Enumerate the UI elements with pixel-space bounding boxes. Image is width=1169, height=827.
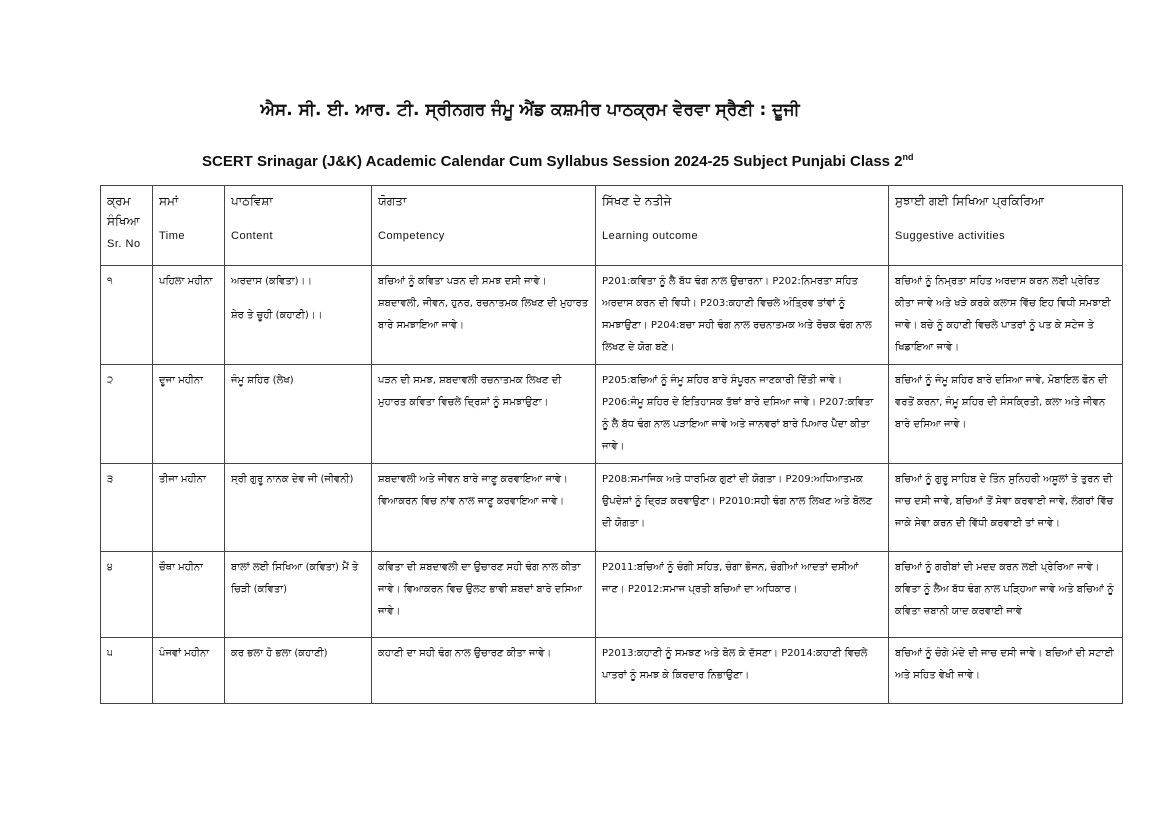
cell-time: ਪੰਜਵਾਂ ਮਹੀਨਾ	[153, 638, 225, 704]
cell-sr-no: ੨	[101, 365, 153, 464]
cell-activities: ਬਚਿਆਂ ਨੂੰ ਚੰਗੇ ਮੰਦੇ ਦੀ ਜਾਚ ਦਸੀ ਜਾਵੇ। ਬਚਿਆਂ ਦੀ ਸਟਾਈ ਅਤੇ ਸਹਿਤ ਵੇਖੀ ਜਾਵੇ।	[889, 638, 1123, 704]
content-line-2: ਸ਼ੇਰ ਤੇ ਚੂਹੀ (ਕਹਾਣੀ)।।	[231, 310, 323, 321]
header-competency-english: Competency	[378, 230, 445, 242]
title-english-superscript: nd	[902, 152, 914, 162]
header-suggestive-activities	[889, 186, 1123, 266]
cell-learning-outcome: P2011:ਬਚਿਆਂ ਨੂੰ ਚੰਗੀ ਸਹਿਤ, ਚੰਗਾ ਭੋਜਨ, ਚੰਗੀਆਂ ਆਦਤਾਂ ਦਸੀਆਂ ਜਾਣ। P2012:ਸਮਾਜ ਪ੍ਰਤੀ ਬਚਿਆਂ ਦਾ ਅਧਿਕਾਰ।	[596, 552, 889, 638]
cell-content: ਬਾਲਾਂ ਲਈ ਸਿਖਿਆ (ਕਵਿਤਾ) ਮੈਂ ਤੇ ਚਿੜੀ (ਕਵਿਤਾ)	[225, 552, 372, 638]
cell-learning-outcome: P201:ਕਵਿਤਾ ਨੂੰ ਲੈ ਬੱਧ ਢੰਗ ਨਾਲ ਉਚਾਰਨਾ। P202:ਨਿਮਰਤਾ ਸਹਿਤ ਅਰਦਾਸ ਕਰਨ ਦੀ ਵਿਧੀ। P203:ਕਹਾਣੀ ਵਿਚਲੇ ਅੰਤ੍ਰਿਵ ਤਾਂਵਾਂ ਨੂੰ ਸਮਝਾਉਣਾ। P204:ਬਚਾ ਸਹੀ ਢੰਗ ਨਾਲ ਰਚਨਾਤਮਕ ਅਤੇ ਰੋਚਕ ਢੰਗ ਨਾਲ ਲਿਖਣ ਦੇ ਯੋਗ ਬਣੇ।	[596, 266, 889, 365]
syllabus-table	[100, 185, 1123, 704]
cell-content: ਜੰਮੂ ਸ਼ਹਿਰ (ਲੇਖ)	[225, 365, 372, 464]
header-content-punjabi: ਪਾਠਵਿਸ਼ਾ	[231, 194, 273, 208]
header-time-punjabi: ਸਮਾਂ	[159, 194, 179, 208]
cell-sr-no: ੩	[101, 464, 153, 552]
table-row	[101, 266, 1123, 365]
table-header-row	[101, 186, 1123, 266]
cell-sr-no: ੫	[101, 638, 153, 704]
table-row	[101, 365, 1123, 464]
cell-competency: ਕਵਿਤਾ ਦੀ ਸ਼ਬਦਾਵਲੀ ਦਾ ਉਚਾਰਣ ਸਹੀ ਢੰਗ ਨਾਲ ਕੀਤਾ ਜਾਵੇ। ਵਿਆਕਰਨ ਵਿਚ ਉਲਟ ਭਾਵੀ ਸ਼ਬਦਾਂ ਬਾਰੇ ਦਸਿਆ ਜਾਵੇ।	[372, 552, 596, 638]
header-time-english: Time	[159, 230, 186, 242]
header-sr-english: Sr. No	[107, 238, 141, 250]
header-competency-punjabi: ਯੋਗਤਾ	[378, 194, 407, 208]
table-row	[101, 464, 1123, 552]
cell-competency: ਬਚਿਆਂ ਨੂੰ ਕਵਿਤਾ ਪੜਨ ਦੀ ਸਮਝ ਦਸੀ ਜਾਵੇ। ਸ਼ਬਦਾਵਲੀ, ਜੀਵਨ, ਹੁਨਰ, ਰਚਨਾਤਮਕ ਲਿਖਣ ਦੀ ਮੁਹਾਰਤ ਬਾਰੇ ਸਮਝਾਇਆ ਜਾਵੇ।	[372, 266, 596, 365]
content-line: ਅਰਦਾਸ (ਕਵਿਤਾ)।।	[231, 276, 312, 287]
header-content-english: Content	[231, 230, 274, 242]
header-activities-punjabi: ਸੁਝਾਈ ਗਈ ਸਿਖਿਆ ਪ੍ਰਕਿਰਿਆ	[895, 194, 1045, 208]
cell-competency: ਸ਼ਬਦਾਵਲੀ ਅਤੇ ਜੀਵਨ ਬਾਰੇ ਜਾਣੂ ਕਰਵਾਇਆ ਜਾਵੇ। ਵਿਆਕਰਨ ਵਿਚ ਨਾਂਵ ਨਾਲ ਜਾਣੂ ਕਰਵਾਇਆ ਜਾਵੇ।	[372, 464, 596, 552]
cell-sr-no: ੧	[101, 266, 153, 365]
cell-learning-outcome: P205:ਬਚਿਆਂ ਨੂੰ ਜੰਮੂ ਸ਼ਹਿਰ ਬਾਰੇ ਸੰਪੂਰਨ ਜਾਣਕਾਰੀ ਦਿੱਤੀ ਜਾਵੇ। P206:ਜੰਮੂ ਸ਼ਹਿਰ ਦੇ ਇਤਿਹਾਸਕ ਤੱਥਾਂ ਬਾਰੇ ਦਸਿਆ ਜਾਵੇ। P207:ਕਵਿਤਾ ਨੂੰ ਲੈ ਬੱਧ ਢੰਗ ਨਾਲ ਪੜਾਇਆ ਜਾਵੇ ਅਤੇ ਜਾਨਵਰਾਂ ਬਾਰੇ ਪਿਆਰ ਪੈਦਾ ਕੀਤਾ ਜਾਵੇ।	[596, 365, 889, 464]
cell-time: ਦੂਜਾ ਮਹੀਨਾ	[153, 365, 225, 464]
cell-sr-no: ੪	[101, 552, 153, 638]
cell-activities: ਬਚਿਆਂ ਨੂੰ ਨਿਮ੍ਰਤਾ ਸਹਿਤ ਅਰਦਾਸ ਕਰਨ ਲਈ ਪ੍ਰੇਰਿਤ ਕੀਤਾ ਜਾਵੇ ਅਤੇ ਖੜੇ ਕਰਕੇ ਕਲਾਸ ਵਿੱਚ ਇਹ ਵਿਧੀ ਸਮਝਾਈ ਜਾਵੇ। ਬਚੇ ਨੂੰ ਕਹਾਣੀ ਵਿਚਲੇ ਪਾਤਰਾਂ ਨੂੰ ਪਤ ਕੇ ਸਟੇਜ ਤੇ ਖਿਡਾਇਆ ਜਾਵੇ।	[889, 266, 1123, 365]
header-sr-no	[101, 186, 153, 266]
table-row	[101, 552, 1123, 638]
document-title-english	[202, 152, 914, 170]
cell-competency: ਕਹਾਣੀ ਦਾ ਸਹੀ ਢੰਗ ਨਾਲ ਉਚਾਰਣ ਕੀਤਾ ਜਾਵੇ।	[372, 638, 596, 704]
document-title-punjabi: ਐਸ. ਸੀ. ਈ. ਆਰ. ਟੀ. ਸ੍ਰੀਨਗਰ ਜੰਮੂ ਐਂਡ ਕਸ਼ਮੀਰ ਪਾਠਕ੍ਰਮ ਵੇਰਵਾ ਸ੍ਰੈਣੀ : ਦੂਜੀ	[260, 100, 800, 120]
cell-time: ਤੀਜਾ ਮਹੀਨਾ	[153, 464, 225, 552]
cell-learning-outcome: P2013:ਕਹਾਣੀ ਨੂੰ ਸਮਝਣ ਅਤੇ ਬੋਲ ਕੇ ਦੱਸਣਾ। P2014:ਕਹਾਣੀ ਵਿਚਲੇ ਪਾਤਰਾਂ ਨੂੰ ਸਮਝ ਕੇ ਕਿਰਦਾਰ ਨਿਭਾਉਣਾ।	[596, 638, 889, 704]
table-row	[101, 638, 1123, 704]
header-outcome-english: Learning outcome	[602, 230, 699, 242]
cell-content	[225, 266, 372, 365]
cell-content: ਸ੍ਰੀ ਗੁਰੂ ਨਾਨਕ ਦੇਵ ਜੀ (ਜੀਵਨੀ)	[225, 464, 372, 552]
cell-competency: ਪੜਨ ਦੀ ਸਮਝ, ਸ਼ਬਦਾਵਲੀ ਰਚਨਾਤਮਕ ਲਿਖਣ ਦੀ ਮੁਹਾਰਤ ਕਵਿਤਾ ਵਿਚਲੇ ਦ੍ਰਿਸ਼ਾਂ ਨੂੰ ਸਮਝਾਉਣਾ।	[372, 365, 596, 464]
title-english-text: SCERT Srinagar (J&K) Academic Calendar Cum Syllabus Session 2024-25 Subject Punjabi Class 2	[202, 153, 903, 170]
cell-time: ਪਹਿਲਾ ਮਹੀਨਾ	[153, 266, 225, 365]
cell-activities: ਬਚਿਆਂ ਨੂੰ ਗਰੀਬਾਂ ਦੀ ਮਦਦ ਕਰਨ ਲਈ ਪ੍ਰੇਰਿਆ ਜਾਵੇ।ਕਵਿਤਾ ਨੂੰ ਲੈਅ ਬੱਧ ਢੰਗ ਨਾਲ ਪੜ੍ਹਿਆ ਜਾਵੇ ਅਤੇ ਬਚਿਆਂ ਨੂੰ ਕਵਿਤਾ ਜ਼ਬਾਨੀ ਯਾਦ ਕਰਵਾਈ ਜਾਵੇ	[889, 552, 1123, 638]
header-time	[153, 186, 225, 266]
cell-time: ਚੌਥਾ ਮਹੀਨਾ	[153, 552, 225, 638]
header-outcome-punjabi: ਸਿੱਖਣ ਦੇ ਨਤੀਜੇ	[602, 194, 672, 208]
header-competency	[372, 186, 596, 266]
header-learning-outcome	[596, 186, 889, 266]
cell-activities: ਬਚਿਆਂ ਨੂੰ ਗੁਰੂ ਸਾਹਿਬ ਦੇ ਤਿੰਨ ਸੁਨਿਹਰੀ ਅਸੂਲਾਂ ਤੇ ਤੁਰਨ ਦੀ ਜਾਚ ਦਸੀ ਜਾਵੇ, ਬਚਿਆਂ ਤੋਂ ਸੇਵਾ ਕਰਵਾਈ ਜਾਵੇ, ਲੰਗਰਾਂ ਵਿੱਚ ਜਾਕੇ ਸੇਵਾ ਕਰਨ ਦੀ ਵਿੱਧੀ ਕਰਵਾਈ ਤਾਂ ਜਾਵੇ।	[889, 464, 1123, 552]
header-sr-punjabi: ਕ੍ਰਮ ਸੰਖਿਆ	[107, 194, 140, 228]
header-activities-english: Suggestive activities	[895, 230, 1006, 242]
cell-learning-outcome: P208:ਸਮਾਜਿਕ ਅਤੇ ਧਾਰਮਿਕ ਗੁਣਾਂ ਦੀ ਯੋਗਤਾ। P209:ਅਧਿਆਤਮਕ ਉਪਦੇਸ਼ਾਂ ਨੂੰ ਦ੍ਰਿੜ ਕਰਵਾਉਣਾ। P2010:ਸਹੀ ਢੰਗ ਨਾਲ ਲਿਖਣ ਅਤੇ ਬੋਲਣ ਦੀ ਯੋਗਤਾ।	[596, 464, 889, 552]
cell-activities: ਬਚਿਆਂ ਨੂੰ ਜੰਮੂ ਸ਼ਹਿਰ ਬਾਰੇ ਦਸਿਆ ਜਾਵੇ, ਮੋਬਾਇਲ ਫੋਨ ਦੀ ਵਰਤੋਂ ਕਰਨਾ, ਜੰਮੂ ਸ਼ਹਿਰ ਦੀ ਸੰਸਕ੍ਰਿਤੀ, ਕਲਾ ਅਤੇ ਜੀਵਨ ਬਾਰੇ ਦਸਿਆ ਜਾਵੇ।	[889, 365, 1123, 464]
header-content	[225, 186, 372, 266]
cell-content: ਕਰ ਭਲਾ ਹੋ ਭਲਾ (ਕਹਾਣੀ)	[225, 638, 372, 704]
